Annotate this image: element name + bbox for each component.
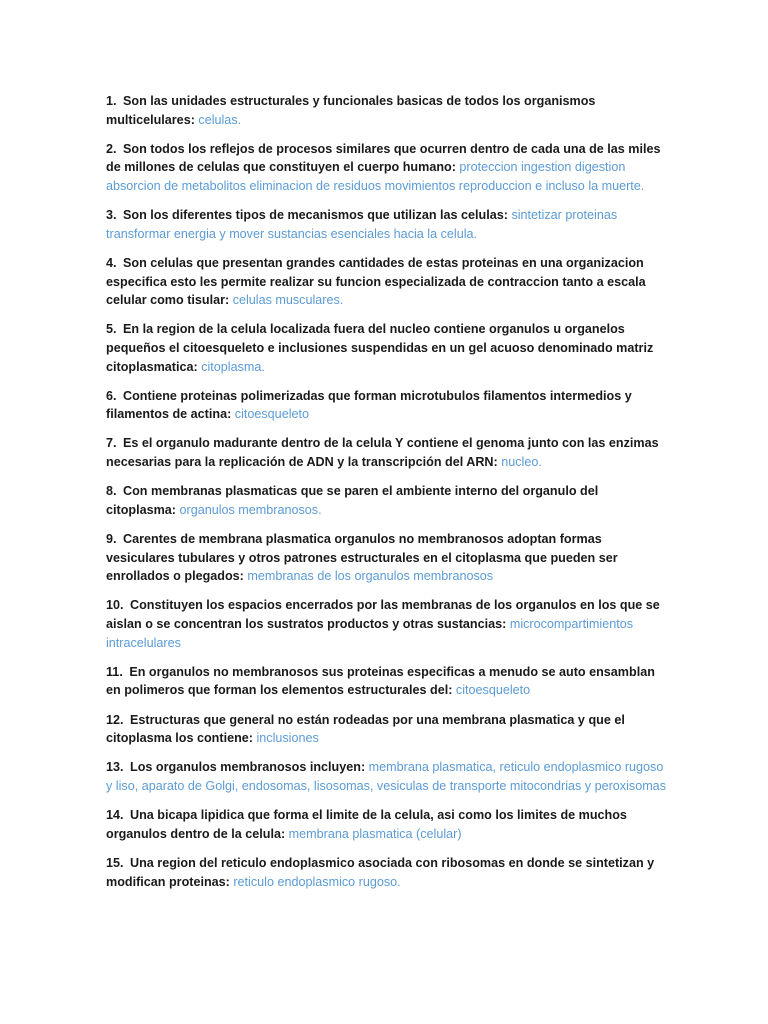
answer-text: organulos membranosos. <box>179 502 322 517</box>
question-text: Una bicapa lipidica que forma el limite de la celula, asi como los limites de muchos organulos dentro de la celula: <box>106 808 627 841</box>
question-number: 5. <box>106 322 117 337</box>
question-number: 10. <box>106 598 124 613</box>
question-text: Los organulos membranosos incluyen: <box>130 760 366 775</box>
answer-text: celulas. <box>198 112 242 127</box>
answer-text: sintetizar proteinas transformar energia y mover sustancias esenciales hacia la celula. <box>106 208 618 241</box>
question-item-14 <box>106 806 666 843</box>
question-text: Es el organulo madurante dentro de la celula Y contiene el genoma junto con las enzimas necesarias para la replicación de ADN y la transcripción del ARN: <box>106 436 659 470</box>
question-text: Son todos los reflejos de procesos similares que ocurren dentro de cada una de las miles de millones de celulas que constituyen el cuerpo humano: <box>106 141 661 175</box>
question-item-10 <box>106 596 666 652</box>
question-number: 2. <box>106 141 117 156</box>
question-number: 7. <box>106 436 117 451</box>
answer-text: inclusiones <box>256 731 319 746</box>
question-number: 15. <box>106 855 124 870</box>
question-number: 8. <box>106 484 117 499</box>
question-number: 4. <box>106 255 117 270</box>
question-text: Son las unidades estructurales y funcionales basicas de todos los organismos multicelulares: <box>106 94 596 127</box>
question-text: Una region del reticulo endoplasmico asociada con ribosomas en donde se sintetizan y modifican proteinas: <box>106 855 655 889</box>
question-list <box>106 92 666 902</box>
question-item-8 <box>106 482 666 519</box>
question-item-9 <box>106 530 666 586</box>
answer-text: proteccion ingestion digestion absorcion de metabolitos eliminacion de residuos movimientos reproduccion e incluso la muerte. <box>106 160 645 193</box>
answer-text: celulas musculares. <box>232 293 344 308</box>
question-text: Con membranas plasmaticas que se paren el ambiente interno del organulo del citoplasma: <box>106 484 599 517</box>
question-item-1 <box>106 92 666 129</box>
question-text: Contiene proteinas polimerizadas que forman microtubulos filamentos intermedios y filamentos de actina: <box>106 388 632 422</box>
question-text: En organulos no membranosos sus proteinas especificas a menudo se auto ensamblan en polimeros que forman los elementos estructurales del: <box>106 664 655 698</box>
question-text: Carentes de membrana plasmatica organulos no membranosos adoptan formas vesiculares tubulares y otros patrones estructurales en el citoplasma que pueden ser enrollados o plegados: <box>106 532 618 584</box>
question-text: Son celulas que presentan grandes cantidades de estas proteinas en una organizacion especifica esto les permite realizar su funcion especializada de contraccion tanto a escala celular como tisular: <box>106 255 646 308</box>
answer-text: membranas de los organulos membranosos <box>247 569 494 584</box>
answer-text: citoesqueleto <box>234 407 309 422</box>
question-item-7 <box>106 434 666 471</box>
answer-text: membrana plasmatica (celular) <box>288 826 462 841</box>
question-text: En la region de la celula localizada fuera del nucleo contiene organulos u organelos pequeños el citoesqueleto e inclusiones suspendidas en un gel acuoso denominado matriz citoplasmatica: <box>106 322 654 374</box>
question-number: 3. <box>106 208 117 223</box>
question-item-13 <box>106 758 666 795</box>
answer-text: reticulo endoplasmico rugoso. <box>233 874 401 889</box>
question-item-15 <box>106 854 666 891</box>
answer-text: microcompartimientos intracelulares <box>106 617 633 650</box>
question-number: 14. <box>106 808 124 823</box>
answer-text: nucleo. <box>501 455 542 470</box>
answer-text: citoesqueleto <box>455 683 531 698</box>
question-number: 12. <box>106 712 124 727</box>
question-item-11 <box>106 663 666 700</box>
question-item-6 <box>106 387 666 424</box>
question-number: 9. <box>106 532 117 547</box>
question-text: Estructuras que general no están rodeadas por una membrana plasmatica y que el citoplasma los contiene: <box>106 712 625 746</box>
answer-text: citoplasma. <box>201 359 265 374</box>
question-item-5 <box>106 320 666 376</box>
question-item-12 <box>106 711 666 748</box>
question-number: 6. <box>106 388 117 403</box>
answer-text: membrana plasmatica, reticulo endoplasmico rugoso y liso, aparato de Golgi, endosomas, lisosomas, vesiculas de transporte mitocondrias y peroxisomas <box>106 760 666 793</box>
question-text: Constituyen los espacios encerrados por las membranas de los organulos en los que se aislan o se concentran los sustratos productos y otras sustancias: <box>106 598 660 631</box>
question-text: Son los diferentes tipos de mecanismos que utilizan las celulas: <box>123 208 508 223</box>
question-item-2 <box>106 140 666 196</box>
question-number: 13. <box>106 760 124 775</box>
question-item-3 <box>106 206 666 243</box>
question-item-4 <box>106 254 666 310</box>
question-number: 11. <box>106 664 123 679</box>
question-number: 1. <box>106 94 117 108</box>
